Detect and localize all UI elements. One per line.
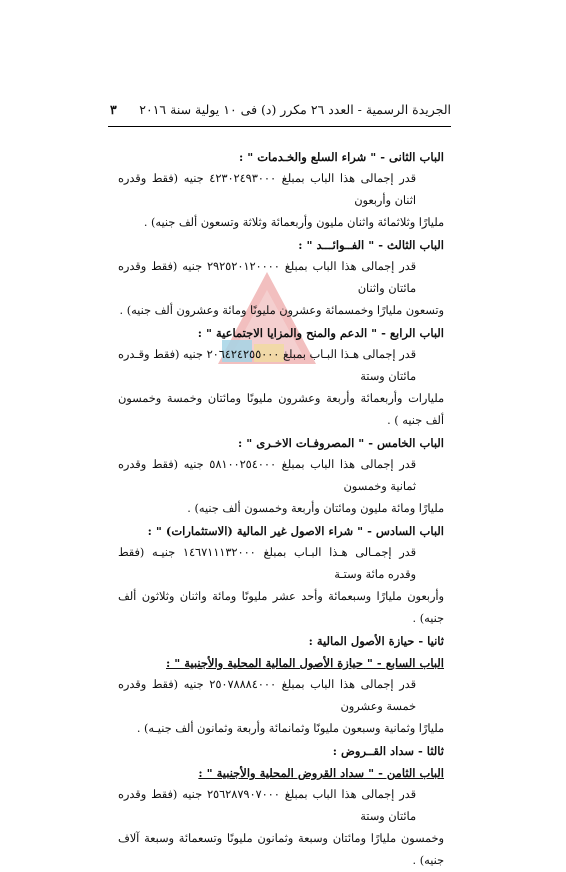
section-text-line: قدر إجمالى هذا الباب بمبلغ ٤٢٣٠٢٤٩٣٠٠٠ جنيه (فقط وقدره اثنان وأربعون	[118, 172, 416, 207]
section-text-line: مليارًا وثمانية وسبعون مليونًا وثمانمائة وأربعة وثمانون ألف جنيـه) .	[136, 722, 444, 735]
section-text-line: وتسعون مليارًا وخمسمائة وعشرون مليونًا ومائة وعشرون ألف جنيه) .	[119, 304, 444, 317]
section-heading-chapter-5: الباب الخامس - " المصروفـات الاخـرى " :	[238, 436, 444, 450]
section-heading-chapter-4: الباب الرابع - " الدعم والمنح والمزايا الاجتماعية " :	[197, 326, 444, 340]
gazette-title: الجريدة الرسمية - العدد ٢٦ مكرر (د) فى ١٠ يولية سنة ٢٠١٦	[139, 102, 451, 117]
section-text-line: قدر إجمالى هذا الباب بمبلغ ٥٨١٠٠٢٥٤٠٠٠ جنيه (فقط وقدره ثمانية وخمسون	[118, 458, 416, 493]
section-text-line: قدر إجمالى هـذا البـاب بمبلغ ٢٠٦٤٢٤٢٥٥٠٠٠ جنيه (فقط وقـدره مائتان وستة	[118, 348, 416, 383]
part-heading-loan-repayment: ثالثا - سداد القــروض :	[332, 744, 444, 758]
section-text-line: مليارات وأربعمائة وأربعة وعشرون مليونًا ومائتان وخمسة وخمسون ألف جنيه ) .	[118, 392, 444, 427]
section-text-line: قدر إجمالى هذا الباب بمبلغ ٢٩٢٥٢٠١٢٠٠٠٠ جنيه (فقط وقدره مائتان واثنان	[118, 260, 416, 295]
section-text-line: قدر إجمالى هذا الباب بمبلغ ٢٥٠٧٨٨٨٤٠٠٠ جنيه (فقط وقدره خمسة وعشرون	[118, 678, 416, 713]
section-heading-chapter-7: الباب السابع - " حيازة الأصول المالية المحلية والأجنبية " :	[166, 656, 444, 670]
page-number: ٣	[110, 102, 117, 117]
section-text-line: مليارًا وثلاثمائة واثنان مليون وأربعمائة وثلاثة وتسعون ألف جنيه) .	[143, 216, 444, 229]
section-heading-chapter-6: الباب السادس - " شراء الاصول غير المالية (الاستثمارات) " :	[147, 524, 444, 538]
section-text-line: قدر إجمالى هذا الباب بمبلغ ٢٥٦٢٨٧٩٠٧٠٠٠ جنيه (فقط وقدره مائتان وستة	[118, 788, 416, 823]
part-heading-financial-assets: ثانيا - حيازة الأصول المالية :	[308, 634, 444, 648]
page-header	[110, 102, 451, 117]
section-heading-chapter-3: الباب الثالث - " الفــوائـــد " :	[298, 238, 444, 252]
header-rule	[108, 126, 451, 127]
section-heading-chapter-2: الباب الثانى - " شراء السلع والخـدمات " :	[238, 150, 444, 164]
section-text-line: وخمسون مليارًا ومائتان وسبعة وثمانون مليونًا وتسعمائة وسبعة آلاف جنيه) .	[118, 832, 444, 867]
section-text-line: مليارًا ومائة مليون ومائتان وأربعة وخمسون ألف جنيه) .	[187, 502, 444, 515]
section-heading-chapter-8: الباب الثامن - " سداد القروض المحلية والأجنبية " :	[198, 766, 444, 780]
document-body	[118, 146, 444, 872]
section-text-line: قدر إجمـالى هـذا البـاب بمبلغ ١٤٦٧١١١٣٢٠٠٠ جنيـه (فقط وقدره مائة وستـة	[118, 546, 416, 581]
section-text-line: وأربعون مليارًا وسبعمائة وأحد عشر مليونًا ومائة واثنان وثلاثون ألف جنيه) .	[118, 590, 444, 625]
